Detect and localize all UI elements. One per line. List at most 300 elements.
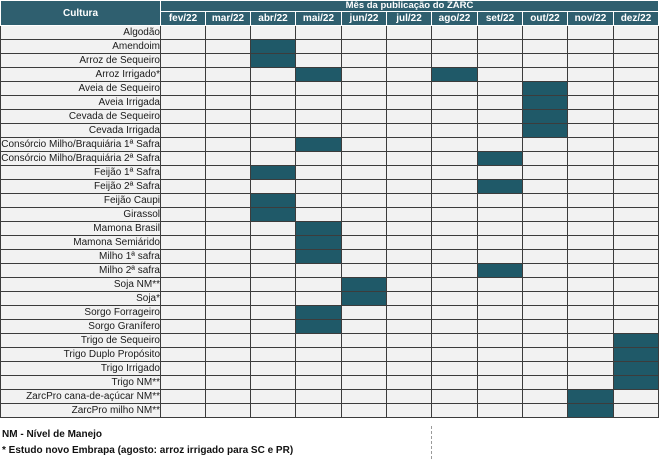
publication-cell <box>387 292 432 306</box>
publication-cell <box>342 96 387 110</box>
publication-cell <box>161 404 206 418</box>
publication-cell <box>432 194 478 208</box>
publication-cell <box>296 124 342 138</box>
publication-cell <box>206 278 251 292</box>
publication-cell-highlighted <box>614 334 659 348</box>
month-header-ago-22: ago/22 <box>432 12 478 26</box>
table-row <box>1 96 659 110</box>
publication-cell <box>342 320 387 334</box>
publication-cell <box>296 278 342 292</box>
publication-cell <box>206 306 251 320</box>
publication-cell-highlighted <box>614 362 659 376</box>
publication-cell <box>251 236 296 250</box>
publication-cell <box>478 236 523 250</box>
dashed-guide-line <box>431 426 432 459</box>
crop-name: Mamona Semiárido <box>1 236 161 250</box>
publication-cell <box>523 306 568 320</box>
crop-name: Trigo de Sequeiro <box>1 334 161 348</box>
publication-cell <box>614 390 659 404</box>
crop-name: Aveia Irrigada <box>1 96 161 110</box>
publication-cell <box>432 334 478 348</box>
publication-cell <box>614 124 659 138</box>
publication-cell <box>523 236 568 250</box>
publication-cell-highlighted <box>478 180 523 194</box>
publication-cell <box>206 208 251 222</box>
publication-cell <box>161 82 206 96</box>
publication-cell <box>432 96 478 110</box>
publication-cell <box>161 250 206 264</box>
publication-cell <box>432 236 478 250</box>
publication-cell <box>432 404 478 418</box>
publication-cell <box>296 40 342 54</box>
publication-cell <box>206 292 251 306</box>
publication-cell <box>161 236 206 250</box>
publication-cell <box>161 180 206 194</box>
publication-cell <box>206 334 251 348</box>
publication-cell <box>523 138 568 152</box>
publication-cell <box>432 26 478 40</box>
publication-cell <box>568 306 614 320</box>
publication-cell <box>296 180 342 194</box>
publication-cell <box>387 404 432 418</box>
publication-cell-highlighted <box>478 264 523 278</box>
publication-cell <box>478 250 523 264</box>
table-row <box>1 306 659 320</box>
publication-cell <box>568 250 614 264</box>
publication-cell <box>523 68 568 82</box>
publication-cell <box>342 40 387 54</box>
publication-cell <box>342 306 387 320</box>
publication-cell <box>251 348 296 362</box>
publication-cell-highlighted <box>296 236 342 250</box>
publication-cell <box>161 348 206 362</box>
publication-cell <box>478 404 523 418</box>
publication-cell <box>432 152 478 166</box>
month-header-mai-22: mai/22 <box>296 12 342 26</box>
crop-name: Cevada Irrigada <box>1 124 161 138</box>
publication-cell-highlighted <box>251 194 296 208</box>
publication-cell <box>568 54 614 68</box>
publication-cell <box>387 124 432 138</box>
crop-name: Trigo Duplo Propósito <box>1 348 161 362</box>
publication-cell <box>161 390 206 404</box>
publication-cell <box>342 138 387 152</box>
publication-cell <box>161 376 206 390</box>
publication-cell <box>478 348 523 362</box>
publication-cell <box>206 222 251 236</box>
publication-cell <box>296 362 342 376</box>
crop-name: Soja* <box>1 292 161 306</box>
publication-cell <box>568 194 614 208</box>
publication-cell <box>161 96 206 110</box>
publication-cell <box>387 264 432 278</box>
publication-cell <box>206 26 251 40</box>
publication-cell-highlighted <box>342 292 387 306</box>
publication-cell <box>432 390 478 404</box>
publication-cell <box>523 278 568 292</box>
crop-name: Aveia de Sequeiro <box>1 82 161 96</box>
publication-cell <box>478 362 523 376</box>
publication-cell <box>478 390 523 404</box>
publication-cell <box>568 152 614 166</box>
publication-cell <box>614 208 659 222</box>
publication-cell <box>523 404 568 418</box>
publication-cell <box>251 334 296 348</box>
table-row <box>1 334 659 348</box>
publication-cell <box>342 376 387 390</box>
publication-cell <box>342 152 387 166</box>
publication-cell <box>432 222 478 236</box>
table-row <box>1 236 659 250</box>
table-row <box>1 222 659 236</box>
publication-cell <box>251 26 296 40</box>
crop-name: Algodão <box>1 26 161 40</box>
publication-cell <box>387 180 432 194</box>
publication-cell <box>614 264 659 278</box>
publication-cell-highlighted <box>614 376 659 390</box>
crop-name: Amendoim <box>1 40 161 54</box>
publication-cell <box>206 404 251 418</box>
publication-cell <box>206 180 251 194</box>
publication-cell <box>523 292 568 306</box>
publication-cell <box>523 166 568 180</box>
publication-cell <box>523 376 568 390</box>
publication-cell <box>568 334 614 348</box>
publication-cell <box>568 166 614 180</box>
publication-cell <box>161 362 206 376</box>
publication-cell <box>387 82 432 96</box>
publication-cell <box>387 208 432 222</box>
publication-cell <box>296 208 342 222</box>
publication-cell <box>432 124 478 138</box>
publication-cell <box>296 292 342 306</box>
publication-cell <box>478 40 523 54</box>
publication-cell <box>432 138 478 152</box>
publication-cell <box>432 264 478 278</box>
publication-cell <box>161 124 206 138</box>
publication-cell <box>614 194 659 208</box>
publication-cell <box>478 292 523 306</box>
publication-cell <box>206 40 251 54</box>
table-row <box>1 124 659 138</box>
publication-cell <box>296 390 342 404</box>
publication-cell <box>387 222 432 236</box>
publication-cell <box>432 362 478 376</box>
publication-cell <box>206 320 251 334</box>
publication-cell <box>342 166 387 180</box>
publication-cell <box>387 194 432 208</box>
publication-cell <box>568 68 614 82</box>
publication-cell <box>206 250 251 264</box>
publication-cell <box>568 124 614 138</box>
month-header-abr-22: abr/22 <box>251 12 296 26</box>
publication-cell <box>614 40 659 54</box>
publication-cell-highlighted <box>251 40 296 54</box>
publication-cell <box>478 306 523 320</box>
publication-cell <box>296 96 342 110</box>
publication-cell <box>568 376 614 390</box>
month-header-nov-22: nov/22 <box>568 12 614 26</box>
publication-cell <box>342 390 387 404</box>
crop-name: Mamona Brasil <box>1 222 161 236</box>
publication-cell <box>432 40 478 54</box>
publication-cell <box>251 404 296 418</box>
publication-cell <box>432 208 478 222</box>
publication-cell <box>478 222 523 236</box>
publication-cell <box>387 334 432 348</box>
publication-cell <box>251 222 296 236</box>
publication-cell <box>342 264 387 278</box>
month-header-out-22: out/22 <box>523 12 568 26</box>
publication-cell <box>614 278 659 292</box>
crop-name: ZarcPro cana-de-açúcar NM** <box>1 390 161 404</box>
publication-cell <box>206 236 251 250</box>
publication-cell <box>614 110 659 124</box>
publication-cell-highlighted <box>251 166 296 180</box>
publication-cell <box>161 278 206 292</box>
publication-cell <box>342 82 387 96</box>
publication-cell <box>387 278 432 292</box>
publication-cell <box>206 152 251 166</box>
table-row <box>1 194 659 208</box>
publication-cell <box>161 26 206 40</box>
publication-cell <box>206 138 251 152</box>
publication-cell <box>387 166 432 180</box>
month-header-jun-22: jun/22 <box>342 12 387 26</box>
publication-cell-highlighted <box>251 208 296 222</box>
publication-cell <box>568 40 614 54</box>
publication-cell <box>387 376 432 390</box>
crop-name: Feijão 1ª Safra <box>1 166 161 180</box>
publication-cell <box>296 334 342 348</box>
crop-name: Arroz Irrigado* <box>1 68 161 82</box>
publication-cell <box>478 124 523 138</box>
publication-cell <box>342 124 387 138</box>
table-row <box>1 320 659 334</box>
publication-cell <box>251 110 296 124</box>
publication-cell <box>523 250 568 264</box>
publication-cell <box>614 166 659 180</box>
publication-cell <box>614 306 659 320</box>
publication-cell <box>296 82 342 96</box>
publication-cell-highlighted <box>296 306 342 320</box>
months-title-header: Mês da publicação do ZARC <box>161 1 659 12</box>
publication-cell <box>161 138 206 152</box>
publication-cell <box>161 40 206 54</box>
publication-cell <box>432 180 478 194</box>
table-row <box>1 82 659 96</box>
publication-cell-highlighted <box>296 222 342 236</box>
crop-name: Arroz de Sequeiro <box>1 54 161 68</box>
publication-cell <box>251 152 296 166</box>
table-row <box>1 166 659 180</box>
publication-cell <box>432 376 478 390</box>
publication-cell <box>387 110 432 124</box>
publication-cell <box>296 152 342 166</box>
publication-cell <box>206 54 251 68</box>
publication-cell <box>523 264 568 278</box>
publication-cell <box>432 278 478 292</box>
publication-cell <box>387 96 432 110</box>
publication-cell <box>614 222 659 236</box>
publication-cell <box>342 194 387 208</box>
publication-cell <box>523 54 568 68</box>
publication-cell <box>387 54 432 68</box>
publication-cell <box>251 278 296 292</box>
publication-cell <box>206 96 251 110</box>
publication-cell <box>251 250 296 264</box>
publication-cell <box>614 26 659 40</box>
publication-cell <box>251 390 296 404</box>
table-row <box>1 376 659 390</box>
table-row <box>1 404 659 418</box>
publication-cell-highlighted <box>523 82 568 96</box>
publication-cell <box>342 222 387 236</box>
publication-cell <box>296 376 342 390</box>
crop-column-header: Cultura <box>1 1 161 26</box>
publication-cell <box>296 26 342 40</box>
publication-cell <box>523 334 568 348</box>
table-row <box>1 390 659 404</box>
table-row <box>1 138 659 152</box>
publication-cell <box>251 68 296 82</box>
publication-cell <box>342 208 387 222</box>
publication-cell <box>478 96 523 110</box>
publication-cell <box>614 292 659 306</box>
publication-cell <box>342 236 387 250</box>
publication-cell <box>342 68 387 82</box>
publication-cell <box>206 124 251 138</box>
publication-cell <box>161 334 206 348</box>
publication-cell <box>568 320 614 334</box>
publication-cell <box>478 54 523 68</box>
publication-cell <box>614 404 659 418</box>
publication-cell <box>568 348 614 362</box>
publication-cell-highlighted <box>523 96 568 110</box>
crop-name: Soja NM** <box>1 278 161 292</box>
table-row <box>1 180 659 194</box>
publication-cell <box>296 348 342 362</box>
table-row <box>1 68 659 82</box>
publication-cell <box>478 82 523 96</box>
publication-cell <box>387 236 432 250</box>
publication-cell <box>251 180 296 194</box>
crop-name: Consórcio Milho/Braquiária 1ª Safra <box>1 139 160 150</box>
table-row <box>1 362 659 376</box>
publication-cell <box>523 180 568 194</box>
publication-cell <box>523 362 568 376</box>
table-row <box>1 152 659 166</box>
publication-cell <box>523 152 568 166</box>
publication-cell <box>161 194 206 208</box>
publication-cell <box>478 68 523 82</box>
publication-cell <box>432 110 478 124</box>
table-row <box>1 348 659 362</box>
publication-cell <box>478 110 523 124</box>
footnote-nm: NM - Nível de Manejo <box>2 429 103 440</box>
publication-cell <box>387 138 432 152</box>
publication-cell-highlighted <box>478 152 523 166</box>
publication-cell <box>432 54 478 68</box>
publication-cell <box>523 348 568 362</box>
publication-cell-highlighted <box>342 278 387 292</box>
publication-cell <box>251 306 296 320</box>
publication-cell <box>206 362 251 376</box>
publication-cell <box>251 292 296 306</box>
publication-cell <box>478 194 523 208</box>
publication-cell <box>387 26 432 40</box>
publication-cell <box>342 404 387 418</box>
publication-cell <box>296 404 342 418</box>
publication-cell <box>478 278 523 292</box>
publication-cell <box>432 320 478 334</box>
table-row <box>1 54 659 68</box>
publication-cell <box>523 390 568 404</box>
publication-cell <box>161 166 206 180</box>
publication-cell-highlighted <box>296 138 342 152</box>
crop-rows <box>1 26 659 418</box>
publication-cell <box>161 208 206 222</box>
publication-cell <box>161 264 206 278</box>
publication-cell <box>614 96 659 110</box>
crop-name: Sorgo Forrageiro <box>1 306 161 320</box>
publication-cell-highlighted <box>523 110 568 124</box>
publication-cell <box>387 68 432 82</box>
crop-name: Trigo NM** <box>1 376 161 390</box>
publication-cell <box>568 264 614 278</box>
publication-cell <box>251 124 296 138</box>
publication-cell <box>161 68 206 82</box>
table-row <box>1 264 659 278</box>
publication-cell <box>161 306 206 320</box>
publication-cell <box>206 264 251 278</box>
publication-cell <box>432 250 478 264</box>
month-header-mar-22: mar/22 <box>206 12 251 26</box>
crop-name: Milho 2ª safra <box>1 264 161 278</box>
table-row <box>1 110 659 124</box>
publication-cell <box>387 40 432 54</box>
publication-cell-highlighted <box>568 404 614 418</box>
crop-name: Feijão 2ª Safra <box>1 180 161 194</box>
publication-cell <box>614 236 659 250</box>
publication-cell <box>568 208 614 222</box>
crop-name: Consórcio Milho/Braquiária 2ª Safra <box>1 153 160 164</box>
publication-cell <box>523 222 568 236</box>
publication-cell <box>206 390 251 404</box>
publication-cell <box>432 166 478 180</box>
publication-cell <box>523 40 568 54</box>
publication-cell <box>296 264 342 278</box>
month-header-jul-22: jul/22 <box>387 12 432 26</box>
publication-cell-highlighted <box>296 320 342 334</box>
publication-cell <box>161 222 206 236</box>
publication-cell <box>342 348 387 362</box>
publication-cell <box>206 110 251 124</box>
publication-cell <box>568 236 614 250</box>
publication-cell <box>432 82 478 96</box>
publication-cell <box>387 320 432 334</box>
crop-name: Girassol <box>1 208 161 222</box>
publication-cell <box>523 320 568 334</box>
publication-cell <box>432 306 478 320</box>
publication-cell <box>342 54 387 68</box>
publication-cell <box>568 292 614 306</box>
publication-cell-highlighted <box>251 54 296 68</box>
publication-cell <box>432 292 478 306</box>
crop-name: ZarcPro milho NM** <box>1 404 161 418</box>
publication-cell <box>523 194 568 208</box>
publication-cell <box>568 26 614 40</box>
